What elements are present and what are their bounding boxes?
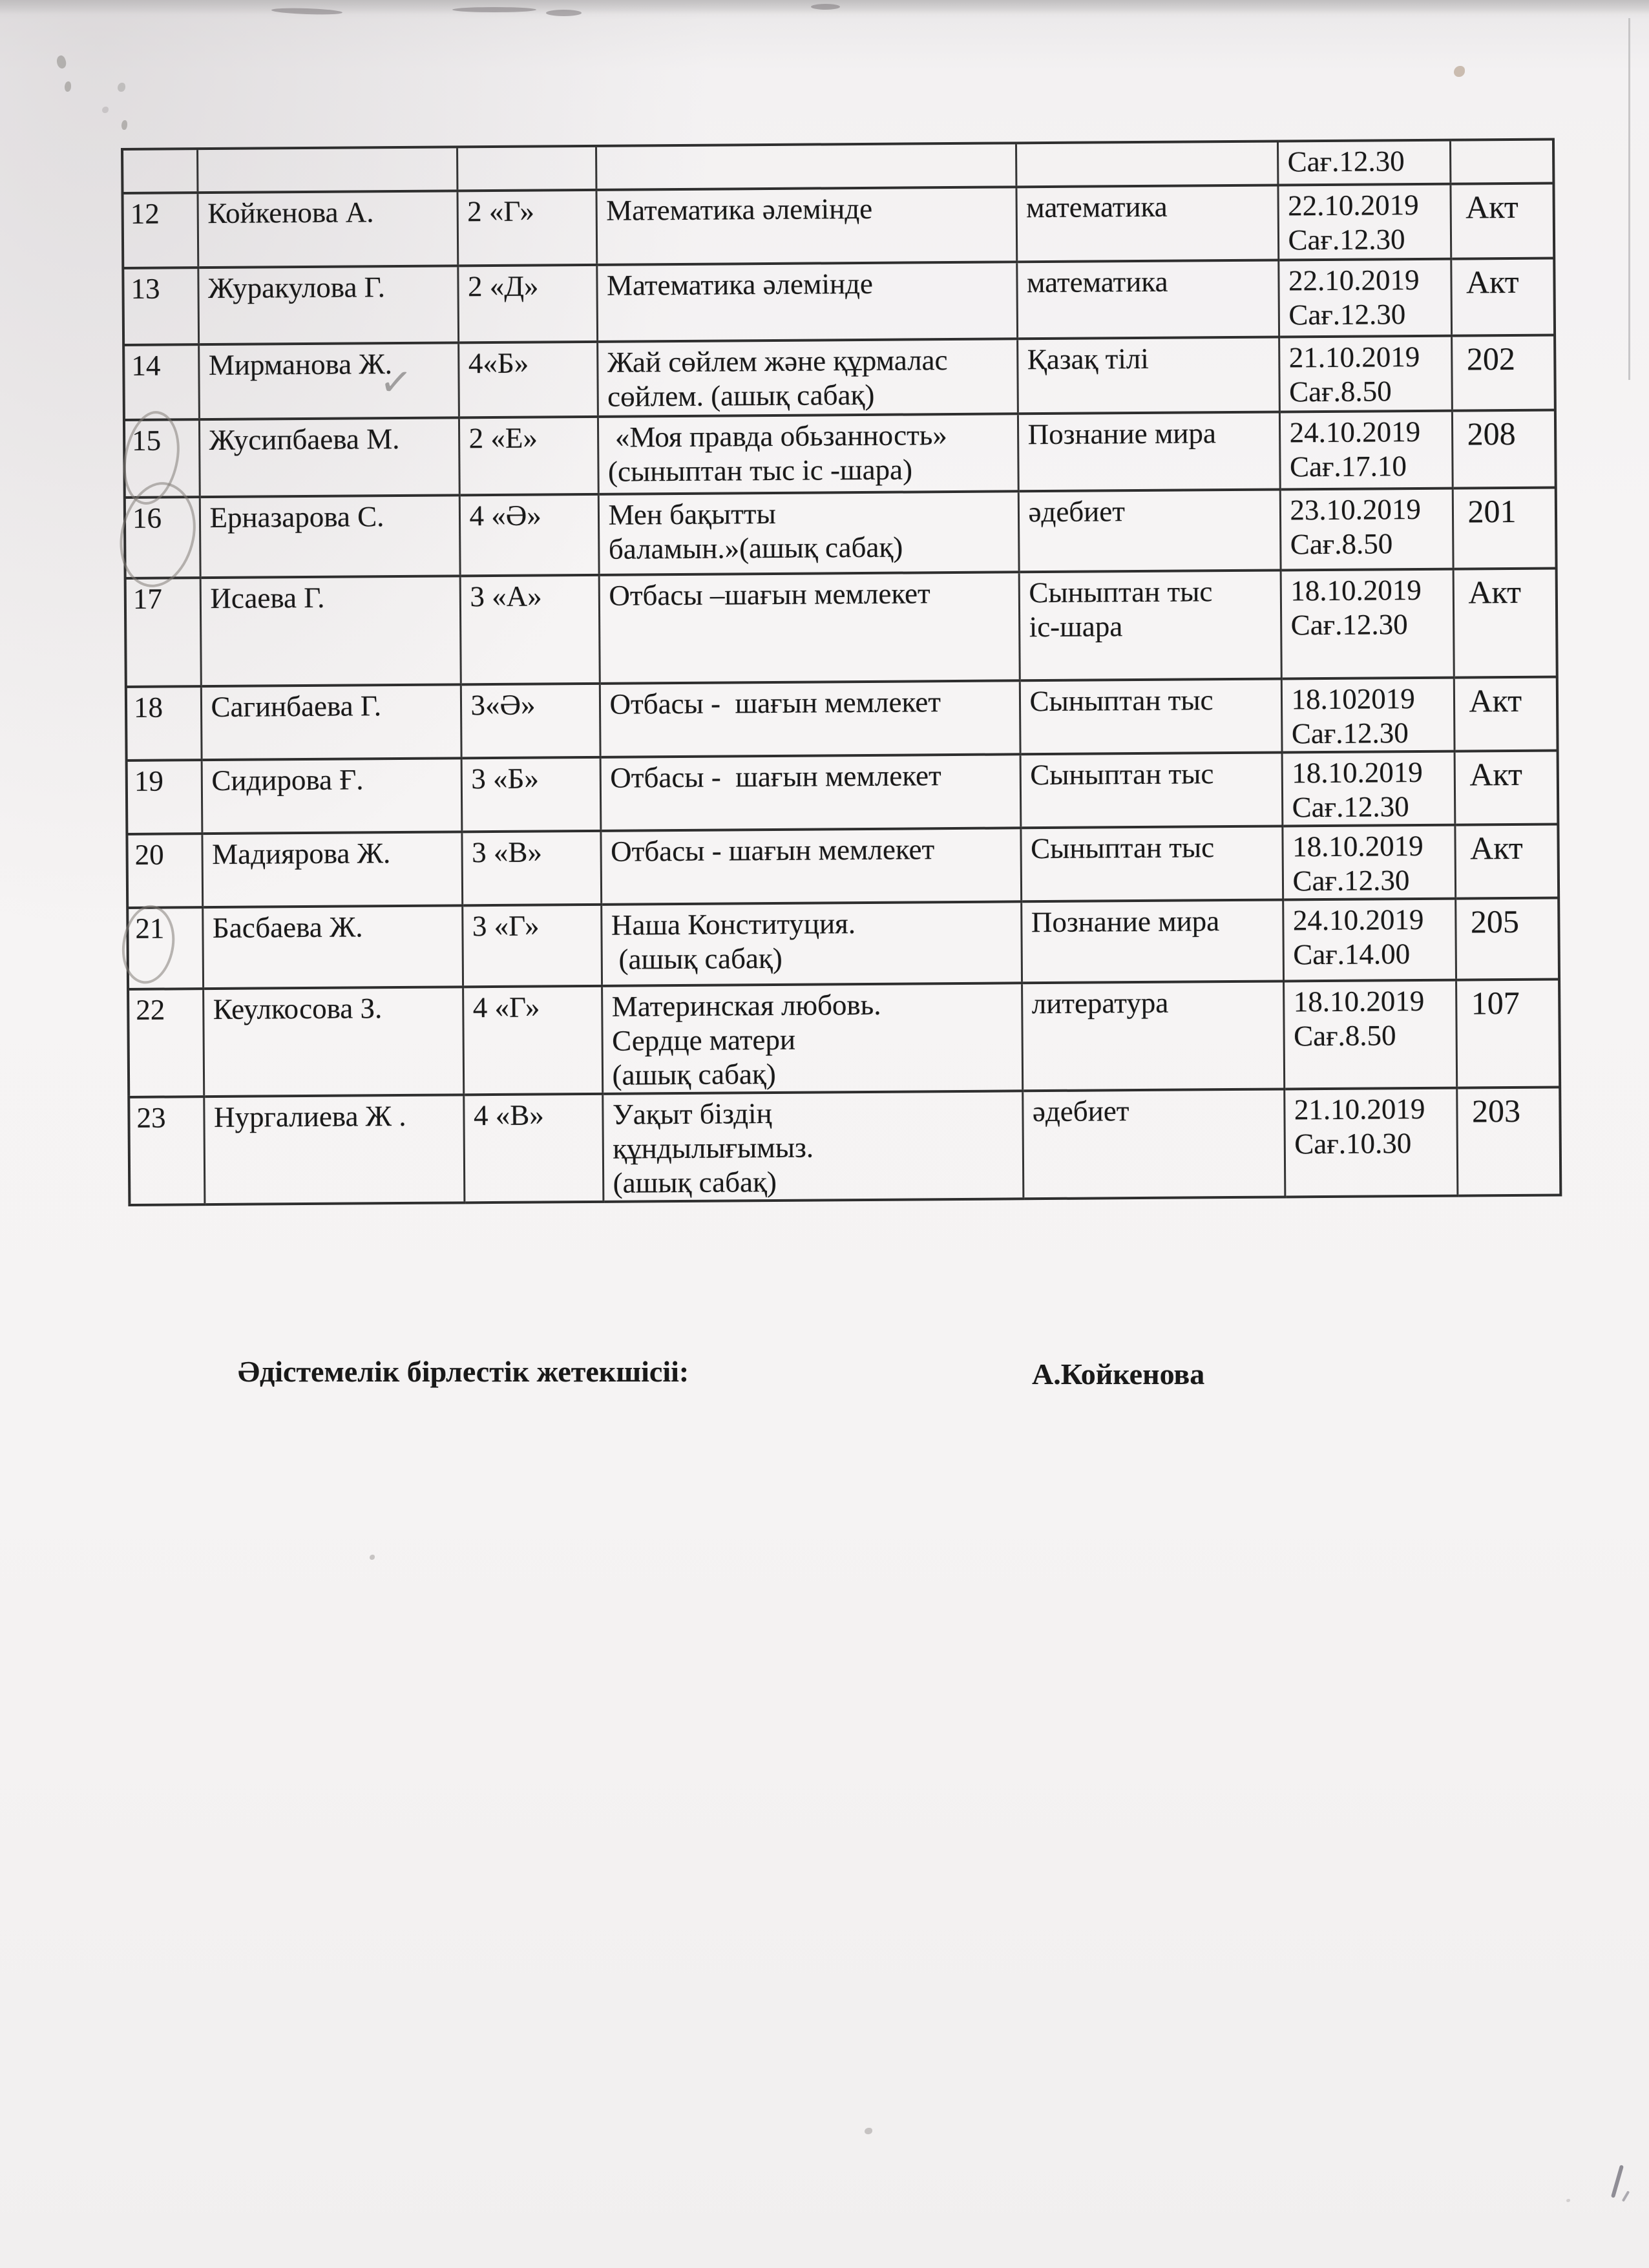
date-value: 18.10.2019: [1290, 573, 1422, 607]
date-cell: [1283, 980, 1456, 1089]
row-number: 15: [131, 424, 162, 457]
time-value: Сағ.8.50: [1293, 1019, 1396, 1053]
topic-line: Отбасы - шағын мемлекет: [610, 833, 935, 868]
class-cell: [461, 684, 600, 758]
teacher-name-cell: [199, 417, 459, 497]
subject-line: іс-шара: [1029, 610, 1123, 644]
room-cell: [1453, 488, 1557, 569]
topic-cell: [602, 1091, 1023, 1202]
teacher-name: Журакулова Г.: [207, 271, 386, 305]
room-value: 208: [1467, 415, 1516, 452]
table-row: [127, 750, 1559, 834]
subject-cell: [1016, 142, 1277, 187]
teacher-name-cell: [201, 684, 461, 760]
date-cell: [1279, 411, 1453, 490]
row-number-cell: [129, 1097, 204, 1205]
room-cell: [1450, 140, 1553, 184]
table-row: [129, 1087, 1560, 1204]
topic-cell: [602, 983, 1022, 1094]
date-cell: [1282, 825, 1455, 900]
teacher-name-cell: [202, 905, 463, 989]
class-label: [467, 150, 590, 151]
row-number: 22: [136, 993, 165, 1026]
subject-line: Сыныптан тыс: [1029, 684, 1213, 718]
subject-cell: [1020, 826, 1283, 901]
subject-cell: [1021, 899, 1283, 983]
room-value: Акт: [1469, 829, 1523, 866]
footer-signer-name: А.Койкенова: [1032, 1358, 1205, 1391]
room-value: Акт: [1469, 682, 1522, 719]
topic-line: Жай сөйлем және құрмалас: [607, 344, 948, 379]
pencil-stroke-corner: [1622, 2190, 1630, 2202]
row-number: 14: [131, 349, 161, 382]
date-value: 24.10.2019: [1289, 415, 1421, 449]
topic-line: Отбасы –шағын мемлекет: [609, 577, 930, 612]
date-value: 22.10.2019: [1288, 263, 1420, 297]
class-label: 2 «Е»: [468, 421, 538, 455]
scanner-edge-line: [1628, 18, 1630, 380]
subject-cell: [1022, 1089, 1285, 1199]
class-cell: [457, 265, 597, 342]
subject-line: әдебиет: [1028, 495, 1126, 529]
topic-line: Отбасы - шағын мемлекет: [609, 686, 941, 720]
class-label: 3«Ә»: [470, 688, 536, 722]
teacher-name: Басбаева Ж.: [212, 910, 363, 945]
time-value: Сағ.10.30: [1294, 1127, 1412, 1160]
class-cell: [460, 575, 600, 684]
class-label: 3 «В»: [471, 835, 543, 869]
topic-line: Уақыт біздің: [612, 1097, 772, 1131]
subject-line: Сыныптан тыс: [1030, 757, 1214, 792]
room-cell: [1455, 750, 1559, 824]
footer-signature-line: [0, 1354, 1649, 1400]
date-cell: [1284, 1088, 1457, 1197]
subject-cell: [1016, 260, 1279, 339]
subject-cell: [1016, 185, 1278, 262]
pencil-speck: [118, 83, 125, 92]
subject-cell: [1020, 678, 1282, 754]
topic-cell: [598, 491, 1019, 575]
room-value: 202: [1466, 340, 1516, 377]
time-value: Сағ.8.50: [1289, 375, 1392, 408]
teacher-name: Мадиярова Ж.: [211, 837, 391, 871]
subject-line: математика: [1026, 265, 1168, 299]
time-value: Сағ.17.10: [1289, 450, 1407, 483]
topic-cell: [596, 143, 1016, 190]
topic-line: Наша Конституция.: [611, 907, 856, 941]
topic-line: (сыныптан тыс іс -шара): [607, 453, 913, 488]
topic-line: (ашық сабақ): [612, 1057, 776, 1091]
class-cell: [459, 494, 599, 576]
topic-cell: [598, 414, 1018, 494]
date-cell: [1277, 184, 1451, 260]
pencil-speck: [55, 54, 68, 70]
date-value: 23.10.2019: [1290, 492, 1422, 527]
subject-cell: [1018, 489, 1281, 572]
topic-cell: [600, 680, 1020, 757]
teacher-name-cell: [202, 758, 462, 834]
class-cell: [457, 146, 596, 191]
teacher-name-cell: [200, 495, 460, 578]
topic-cell: [596, 262, 1017, 342]
teacher-name: Койкенова А.: [207, 196, 374, 230]
topic-cell: [597, 339, 1018, 417]
schedule-table-grid: [121, 138, 1562, 1206]
paper-torn-edge-mark: [546, 10, 582, 16]
row-number: [130, 152, 191, 153]
room-cell: [1451, 335, 1555, 411]
row-number-cell: [123, 268, 198, 345]
subject-line: Познание мира: [1031, 905, 1220, 939]
room-value: Акт: [1468, 573, 1522, 611]
teacher-name-cell: [197, 191, 457, 268]
pencil-checkmark-icon: ✓: [377, 358, 414, 407]
subject-cell: [1020, 752, 1283, 828]
row-number-cell: [128, 989, 204, 1097]
teacher-name-cell: [198, 266, 458, 344]
date-cell: [1281, 569, 1454, 679]
class-label: 4 «В»: [473, 1098, 544, 1132]
topic-line: (ашық сабақ): [613, 1165, 777, 1199]
date-cell: [1278, 259, 1451, 337]
class-label: 3 «Б»: [471, 762, 540, 795]
class-label: 4 «Г»: [472, 991, 540, 1024]
room-cell: [1455, 898, 1559, 980]
topic-line: Математика әлемінде: [606, 267, 874, 302]
class-cell: [463, 1094, 603, 1202]
topic-cell: [599, 572, 1020, 684]
class-label: 2 «Г»: [467, 194, 535, 228]
date-value: 21.10.2019: [1294, 1092, 1425, 1126]
time-value: Сағ.12.30: [1288, 298, 1406, 331]
date-cell: [1279, 336, 1452, 412]
teacher-name-cell: [204, 1095, 464, 1204]
teacher-name: Сагинбаева Г.: [211, 689, 382, 724]
row-number: 17: [132, 582, 163, 615]
date-value: 22.10.2019: [1287, 188, 1419, 222]
time-value: Сағ.12.30: [1291, 717, 1409, 750]
class-cell: [461, 757, 601, 832]
row-number-cell: [125, 497, 200, 578]
paper-stain: [1454, 66, 1465, 77]
date-value: 18.102019: [1291, 682, 1415, 716]
subject-cell: [1022, 981, 1284, 1091]
room-value: 203: [1471, 1092, 1521, 1129]
subject-cell: [1017, 337, 1279, 414]
topic-line: Сердце матери: [611, 1023, 796, 1057]
class-label: 4 «Ә»: [469, 499, 541, 532]
room-cell: [1453, 569, 1557, 678]
date-cell: [1277, 140, 1450, 185]
paper-torn-edge-mark: [811, 4, 840, 10]
teacher-name-cell: [200, 576, 461, 686]
row-number-cell: [123, 344, 199, 420]
teacher-name: Кеулкосова З.: [213, 992, 383, 1026]
paper-torn-edge-mark: [452, 7, 536, 12]
time-value: Сағ.12.30: [1292, 790, 1409, 824]
room-cell: [1456, 979, 1560, 1087]
room-cell: [1450, 184, 1554, 259]
teacher-name: Мирманова Ж.: [208, 348, 393, 382]
class-cell: [459, 417, 598, 495]
teacher-name: Жусипбаева М.: [209, 422, 400, 457]
teacher-name-cell: [202, 832, 462, 907]
date-value: 18.10.2019: [1292, 755, 1423, 790]
row-number: 16: [132, 501, 162, 534]
teacher-name: Исаева Г.: [210, 581, 325, 615]
row-number-cell: [127, 834, 202, 908]
room-cell: [1451, 258, 1555, 336]
pencil-speck: [370, 1555, 375, 1560]
table-row: [127, 824, 1559, 907]
topic-line: сөйлем. (ашық сабақ): [607, 378, 875, 413]
row-number-cell: [126, 686, 202, 761]
room-value: 201: [1467, 492, 1517, 530]
topic-cell: [600, 754, 1021, 831]
class-cell: [463, 986, 602, 1095]
subject-line: литература: [1031, 986, 1169, 1020]
pencil-stroke-corner: [1611, 2165, 1624, 2198]
row-number-cell: [122, 193, 198, 268]
room-cell: [1454, 677, 1558, 751]
class-cell: [462, 905, 602, 987]
date-value: 18.10.2019: [1293, 984, 1425, 1018]
topic-line: Материнская любовь.: [611, 988, 881, 1023]
time-value: Сағ.8.50: [1290, 527, 1393, 561]
table-row: [123, 335, 1555, 420]
table-row: [122, 184, 1554, 268]
row-number: 21: [135, 912, 165, 945]
room-cell: [1452, 410, 1556, 488]
date-cell: [1281, 678, 1455, 753]
table-row: [126, 677, 1558, 761]
class-cell: [457, 190, 596, 266]
subject-line: математика: [1026, 190, 1168, 224]
room-value: Акт: [1465, 263, 1519, 300]
room-cell: [1455, 824, 1559, 898]
room-cell: [1456, 1087, 1560, 1195]
topic-line: (ашық сабақ): [611, 941, 782, 976]
subject-cell: [1019, 570, 1281, 680]
table-row: [128, 979, 1560, 1097]
teacher-name: Сидирова Ғ.: [211, 763, 364, 797]
topic-line: Мен бақытты: [608, 497, 776, 531]
pencil-speck: [65, 81, 71, 92]
subject-line: Сыныптан тыс: [1030, 831, 1215, 865]
topic-line: құндылығымыз.: [613, 1131, 814, 1165]
footer-label: Әдістемелік бірлестік жетекшісіі:: [238, 1355, 689, 1388]
table-row: [125, 569, 1557, 687]
table-row: [123, 258, 1555, 345]
room-value: 107: [1471, 984, 1520, 1022]
pencil-speck: [121, 120, 127, 130]
subject-line: Познание мира: [1027, 417, 1217, 451]
teacher-name: [207, 151, 451, 152]
topic-line: Математика әлемінде: [606, 192, 873, 227]
time-value: Сағ.14.00: [1293, 938, 1411, 971]
class-label: 2 «Д»: [467, 269, 539, 303]
subject-line: Сыныптан тыс: [1029, 575, 1213, 609]
room-value: Акт: [1465, 188, 1518, 226]
date-value: 18.10.2019: [1292, 829, 1423, 863]
topic-cell: [596, 187, 1016, 265]
row-number: 23: [136, 1101, 166, 1134]
subject-line: Қазақ тілі: [1027, 342, 1149, 376]
topic-cell: [601, 901, 1022, 986]
room-value: 205: [1470, 903, 1520, 940]
class-label: 3 «А»: [470, 580, 542, 613]
date-cell: [1280, 488, 1453, 571]
room-value: Акт: [1469, 755, 1523, 793]
row-number: 19: [134, 764, 164, 797]
class-label: 4«Б»: [468, 346, 529, 380]
topic-line: Отбасы - шағын мемлекет: [610, 759, 941, 794]
table-row: [125, 488, 1557, 578]
room-value: [1465, 146, 1547, 147]
date-value: 24.10.2019: [1292, 903, 1424, 937]
class-cell: [458, 342, 598, 417]
topic-line: баламын.»(ашық сабақ): [608, 530, 903, 565]
row-number: 13: [131, 272, 160, 305]
teacher-name: Ерназарова С.: [209, 500, 384, 534]
row-number-cell: [125, 578, 201, 687]
schedule-table-body: [122, 140, 1560, 1205]
teacher-name: Нургалиева Ж .: [213, 1099, 406, 1134]
table-row: [127, 898, 1559, 989]
table-row: [124, 410, 1556, 498]
subject-line: әдебиет: [1032, 1095, 1129, 1128]
date-cell: [1283, 899, 1456, 982]
time-value: Сағ.12.30: [1292, 864, 1410, 898]
row-number-cell: [127, 760, 202, 834]
topic-cell: [600, 828, 1021, 905]
pencil-speck: [1566, 2199, 1570, 2202]
teacher-name-cell: [198, 342, 459, 419]
pencil-speck: [865, 2128, 872, 2134]
schedule-table: [121, 138, 1562, 1206]
time-value: Сағ.12.30: [1288, 223, 1405, 257]
date-value: 21.10.2019: [1288, 340, 1420, 374]
teacher-name-cell: [197, 147, 457, 193]
teacher-name-cell: [203, 987, 463, 1097]
date-cell: [1282, 751, 1455, 826]
row-number-cell: [122, 149, 197, 193]
time-value: Сағ.12.30: [1287, 145, 1405, 178]
class-label: 3 «Г»: [472, 909, 540, 943]
class-cell: [461, 831, 601, 905]
row-number: 20: [134, 838, 164, 871]
row-number-cell: [127, 907, 203, 989]
pencil-speck: [102, 107, 109, 113]
topic-line: «Моя правда обьзанность»: [607, 419, 947, 454]
row-number: 12: [130, 197, 160, 230]
subject-cell: [1018, 412, 1280, 491]
row-number: 18: [133, 691, 163, 724]
time-value: Сағ.12.30: [1290, 608, 1408, 642]
